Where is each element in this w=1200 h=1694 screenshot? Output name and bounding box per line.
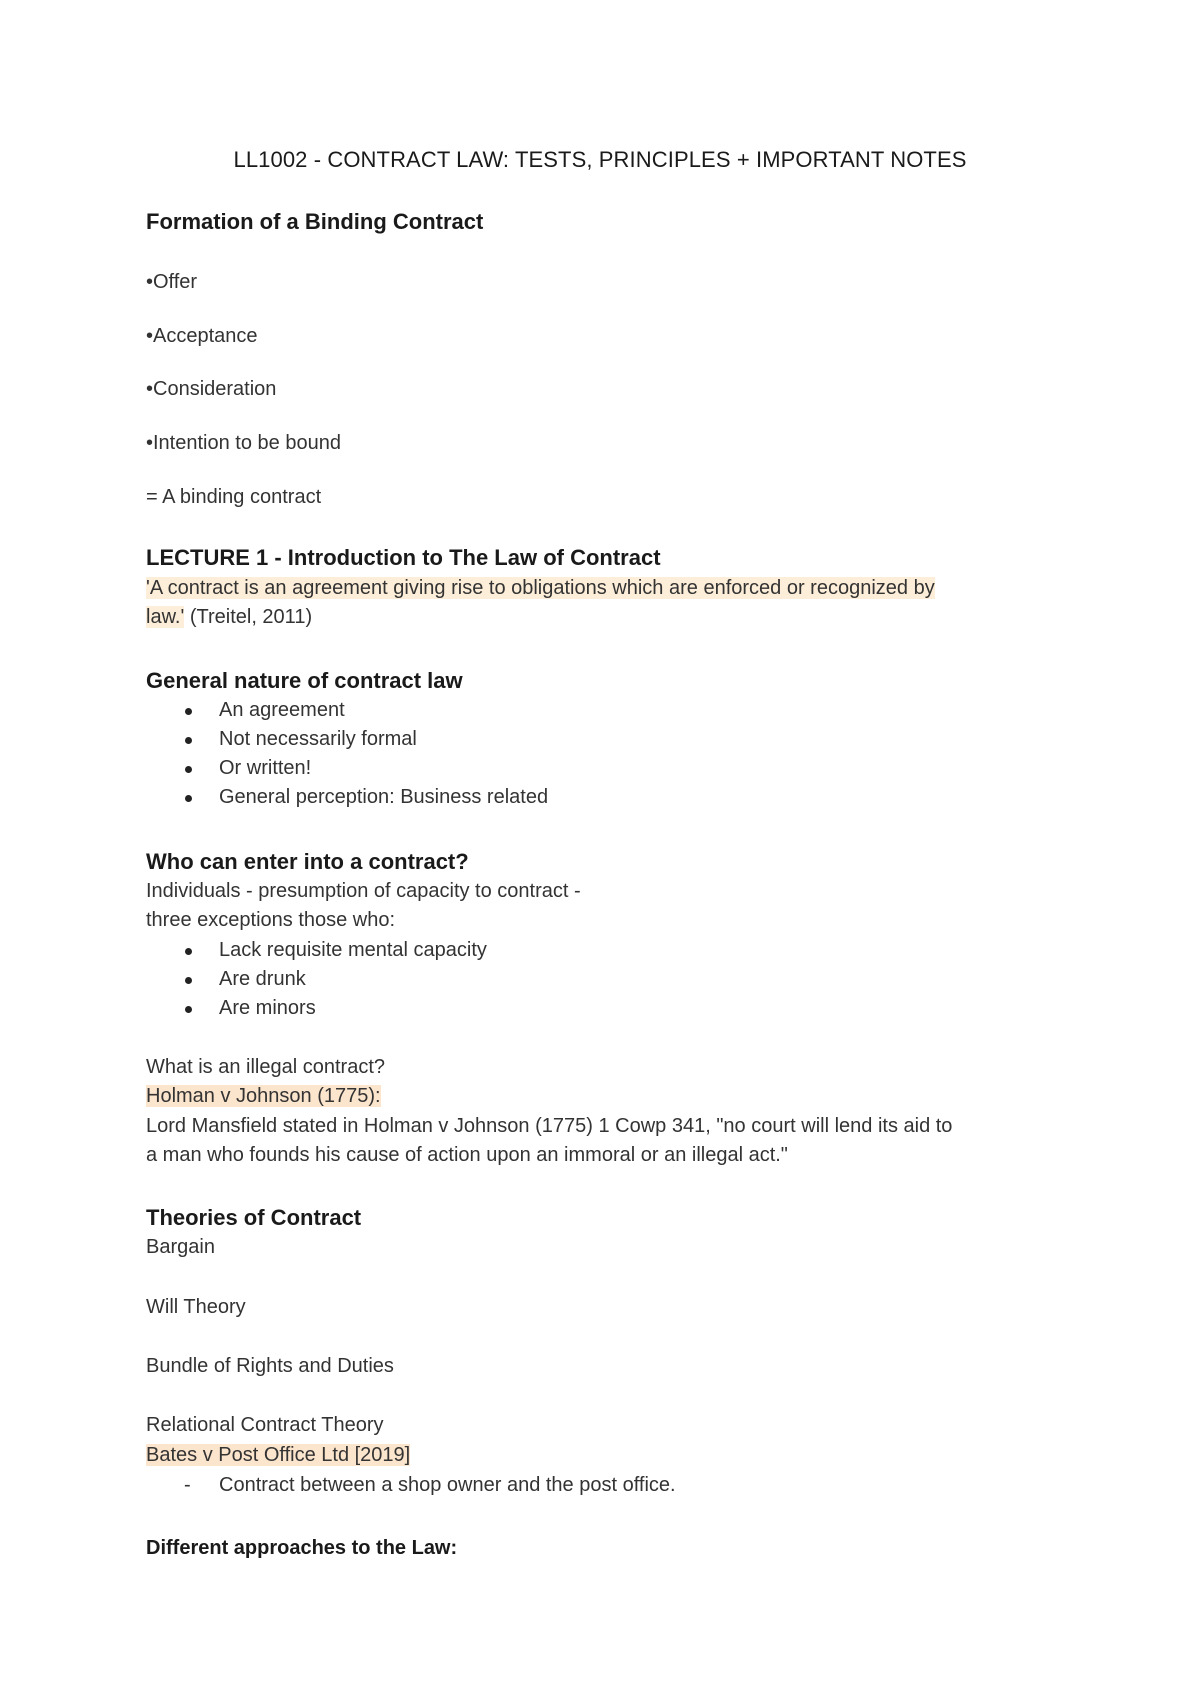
dash-icon: - (184, 1474, 191, 1496)
who-can-line1: Individuals - presumption of capacity to contract - (146, 880, 581, 902)
theory-will: Will Theory (146, 1296, 246, 1318)
formation-item-acceptance: •Acceptance (146, 325, 258, 347)
list-item: Not necessarily formal (146, 725, 548, 754)
theories-heading: Theories of Contract (146, 1205, 362, 1230)
bullet-icon (185, 737, 192, 744)
theory-bargain: Bargain (146, 1236, 215, 1258)
list-item: An agreement (146, 696, 548, 725)
mansfield-line1: Lord Mansfield stated in Holman v Johnson (1775) 1 Cowp 341, "no court will lend its aid to (146, 1115, 953, 1137)
treitel-quote-line2 (146, 606, 312, 629)
bates-case: Bates v Post Office Ltd [2019] (146, 1444, 411, 1466)
list-item: Or written! (146, 754, 548, 783)
general-nature-heading: General nature of contract law (146, 668, 463, 693)
treitel-citation: (Treitel, 2011) (184, 606, 313, 628)
document-title: LL1002 - CONTRACT LAW: TESTS, PRINCIPLES + IMPORTANT NOTES (233, 147, 967, 172)
bullet-icon (185, 766, 192, 773)
holman-case-line (146, 1085, 381, 1108)
treitel-quote-end: law.' (146, 606, 185, 628)
theory-bundle: Bundle of Rights and Duties (146, 1355, 394, 1377)
list-item: Are drunk (146, 965, 487, 994)
holman-case: Holman v Johnson (1775): (146, 1085, 381, 1107)
list-item: Lack requisite mental capacity (146, 936, 487, 965)
formation-item-offer: •Offer (146, 271, 198, 293)
formation-heading: Formation of a Binding Contract (146, 209, 484, 234)
general-nature-list (146, 696, 548, 812)
who-can-line2: three exceptions those who: (146, 909, 396, 931)
bates-case-line (146, 1444, 410, 1467)
list-item: General perception: Business related (146, 783, 548, 812)
theory-relational: Relational Contract Theory (146, 1414, 384, 1436)
bullet-icon (185, 795, 192, 802)
exceptions-list (146, 936, 487, 1023)
who-can-heading: Who can enter into a contract? (146, 849, 469, 874)
approaches-heading: Different approaches to the Law: (146, 1537, 458, 1559)
bullet-icon (185, 1006, 192, 1013)
treitel-quote-line1 (146, 577, 935, 600)
treitel-quote-text: 'A contract is an agreement giving rise to obligations which are enforced or recognized by (146, 577, 935, 599)
list-item: Are minors (146, 994, 487, 1023)
bullet-icon (185, 977, 192, 984)
bullet-icon (185, 708, 192, 715)
list-item: - Contract between a shop owner and the post office. (146, 1471, 676, 1500)
bates-dash-list (146, 1471, 676, 1500)
bullet-icon (185, 948, 192, 955)
illegal-question: What is an illegal contract? (146, 1056, 386, 1078)
mansfield-line2: a man who founds his cause of action upon an immoral or an illegal act." (146, 1144, 788, 1166)
formation-result: = A binding contract (146, 486, 322, 508)
formation-item-intention: •Intention to be bound (146, 432, 341, 454)
formation-item-consideration: •Consideration (146, 378, 277, 400)
lecture1-heading: LECTURE 1 - Introduction to The Law of Contract (146, 545, 661, 570)
